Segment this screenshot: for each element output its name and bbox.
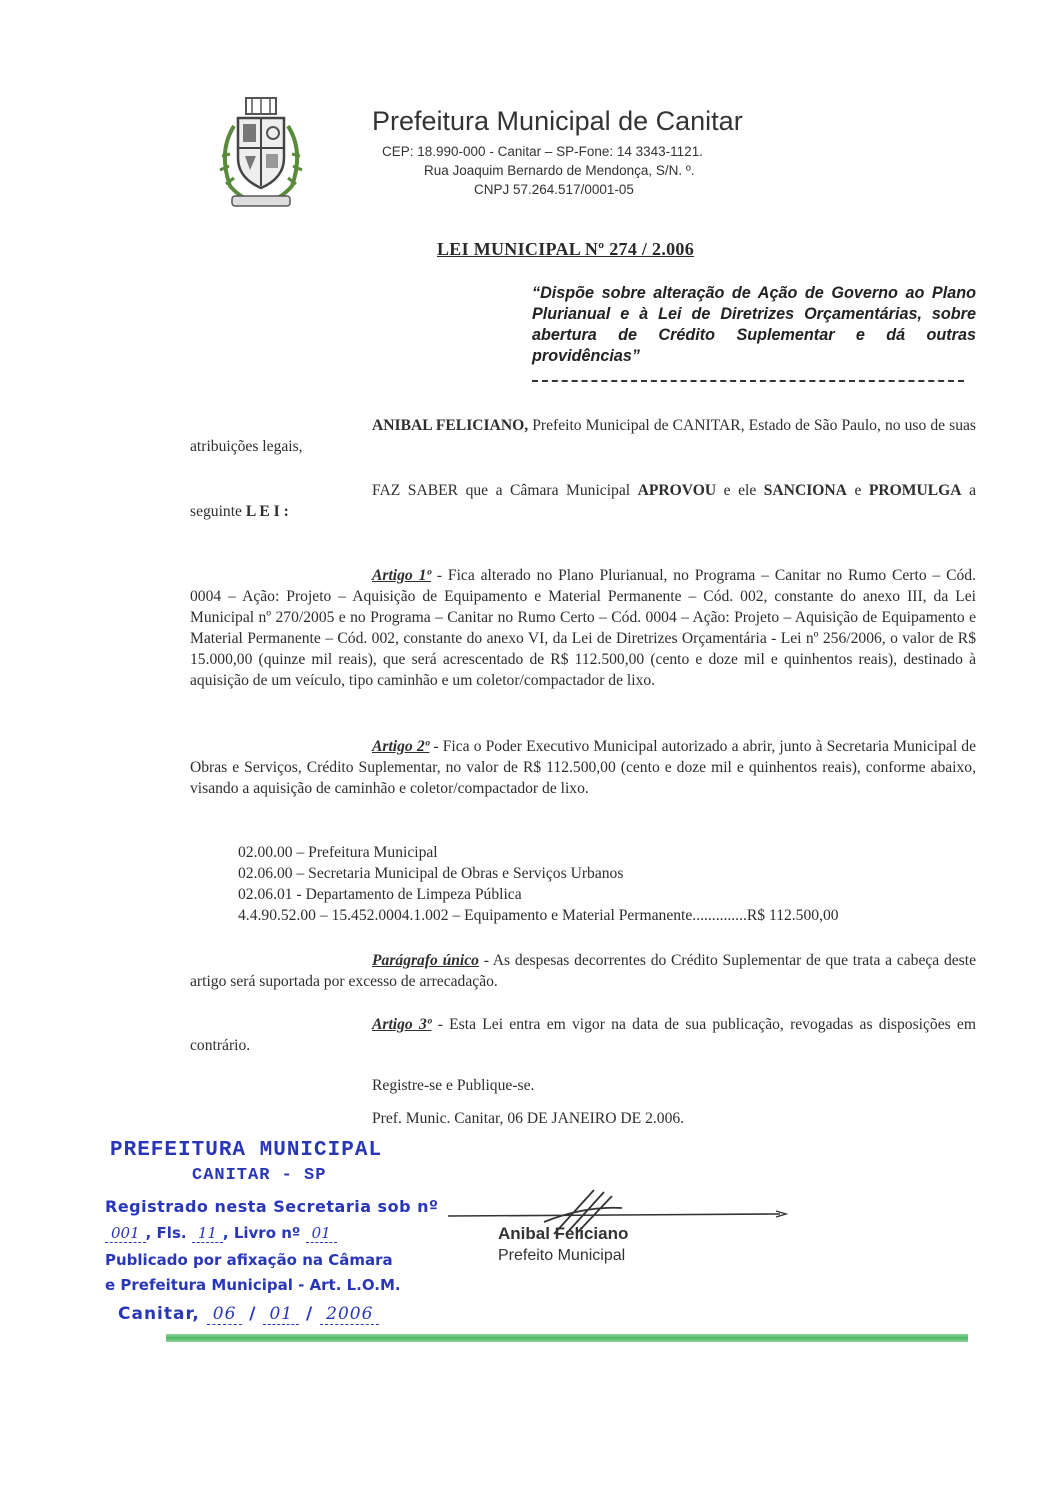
budget-line: 02.06.00 – Secretaria Municipal de Obras e Serviços Urbanos <box>238 865 624 882</box>
faz-saber-paragraph <box>190 480 976 522</box>
faz-saber-text-4: a seguinte <box>190 482 976 520</box>
paragrafo-unico-paragraph <box>190 950 976 992</box>
stamp-fls-label: , Fls. <box>145 1224 187 1242</box>
artigo-2-text: - Fica o Poder Executivo Municipal autorizado a abrir, junto à Secretaria Municipal de Obras e Serviços, Crédito Suplementar, no valor de R$ 112.500,00 (cento e doze mil e quinhentos reais), conforme abaixo, visando a aquisição de caminhão e coletor/compactador de lixo. <box>190 738 977 797</box>
artigo-1-text: - Fica alterado no Plano Plurianual, no Programa – Canitar no Rumo Certo – Cód. 0004 – Ação: Projeto – Aquisição de Equipamento e Material Permanente – Cód. 002, constante do anexo III, da Lei Municipal nº 270/2005 e no Programa – Canitar no Rumo Certo – Cód. 0004 – Ação: Projeto – Aquisição de Equipamento e Material Permanente – Cód. 002, constante do anexo VI, da Lei de Diretrizes Orçamentária - Lei nº 256/2006, o valor de R$ 15.000,00 (quinze mil reais), que será acrescentado de R$ 112.500,00 (cento e doze mil e quinhentos reais), destinado à aquisição de um veículo, tipo caminhão e um coletor/compactador de lixo. <box>190 567 976 689</box>
signatory-role: Prefeito Municipal <box>498 1247 626 1264</box>
faz-saber-text-3: e <box>846 482 869 499</box>
artigo-3-label: Artigo 3º <box>372 1016 432 1033</box>
paragrafo-unico-text: - As despesas decorrentes do Crédito Suplementar de que trata a cabeça deste artigo será suportada por excesso de arrecadação. <box>190 952 976 990</box>
mayor-name: ANIBAL FELICIANO, <box>372 417 529 434</box>
stamp-livro-number: 01 <box>306 1224 337 1243</box>
stamp-reg-number: 001 <box>105 1224 146 1243</box>
stamp-title: PREFEITURA MUNICIPAL <box>110 1139 383 1162</box>
promulga-text: PROMULGA <box>868 482 962 499</box>
stamp-city: CANITAR - SP <box>192 1166 327 1185</box>
artigo-2-paragraph <box>190 736 976 799</box>
stamp-date-line: Canitar, 06 / 01 / 2006 <box>118 1304 379 1324</box>
faz-saber-text: FAZ SABER que a Câmara Municipal <box>372 482 638 499</box>
registre-line: Registre-se e Publique-se. <box>372 1077 535 1094</box>
municipal-coat-of-arms-icon <box>212 96 308 214</box>
organization-name: Prefeitura Municipal de Canitar <box>372 106 743 136</box>
budget-line: 4.4.90.52.00 – 15.452.0004.1.002 – Equipamento e Material Permanente..............R$ 112.500,00 <box>238 907 839 924</box>
header-address: Rua Joaquim Bernardo de Mendonça, S/N. º. <box>424 163 695 178</box>
artigo-3-paragraph <box>190 1014 976 1056</box>
artigo-3-text: - Esta Lei entra em vigor na data de sua publicação, revogadas as disposições em contrário. <box>190 1016 976 1054</box>
stamp-year: 2006 <box>320 1304 379 1325</box>
preamble-text: Prefeito Municipal de CANITAR, Estado de São Paulo, no uso de suas atribuições legais, <box>190 417 976 455</box>
ementa-divider <box>532 380 964 382</box>
law-title: LEI MUNICIPAL Nº 274 / 2.006 <box>437 239 695 259</box>
artigo-2-label: Artigo 2º <box>372 738 430 755</box>
paragrafo-unico-label: Parágrafo único <box>372 952 479 969</box>
stamp-fls-number: 11 <box>192 1224 223 1243</box>
stamp-city-label: Canitar, <box>118 1304 200 1324</box>
faz-saber-text-2: e ele <box>716 482 764 499</box>
footer-green-bar <box>166 1334 968 1342</box>
artigo-1-paragraph <box>190 565 976 691</box>
stamp-day: 06 <box>207 1304 243 1325</box>
sanciona-text: SANCIONA <box>763 482 847 499</box>
stamp-registration-line: Registrado nesta Secretaria sob nº <box>105 1197 439 1216</box>
header-cnpj: CNPJ 57.264.517/0001-05 <box>474 182 634 197</box>
stamp-numbers-line <box>105 1224 337 1242</box>
header-cep-phone: CEP: 18.990-000 - Canitar – SP-Fone: 14 3343-1121. <box>382 144 703 159</box>
stamp-month: 01 <box>263 1304 299 1325</box>
law-ementa: “Dispõe sobre alteração de Ação de Governo ao Plano Plurianual e à Lei de Diretrizes Orçamentárias, sobre abertura de Crédito Suplementar e dá outras providências” <box>532 284 976 365</box>
artigo-1-label: Artigo 1º <box>372 567 432 584</box>
aprovou-text: APROVOU <box>637 482 717 499</box>
stamp-publication-line: Publicado por afixação na Câmara <box>105 1251 393 1269</box>
budget-allocation-list <box>238 842 978 926</box>
lei-text: L E I : <box>245 503 289 520</box>
date-line: Pref. Munic. Canitar, 06 DE JANEIRO DE 2.006. <box>372 1110 685 1127</box>
preamble-paragraph <box>190 415 976 457</box>
signatory-name: Anibal Feliciano <box>498 1224 629 1243</box>
budget-line: 02.00.00 – Prefeitura Municipal <box>238 844 438 861</box>
stamp-article-line: e Prefeitura Municipal - Art. L.O.M. <box>105 1276 401 1294</box>
stamp-livro-label: , Livro nº <box>222 1224 301 1242</box>
budget-line: 02.06.01 - Departamento de Limpeza Pública <box>238 886 522 903</box>
